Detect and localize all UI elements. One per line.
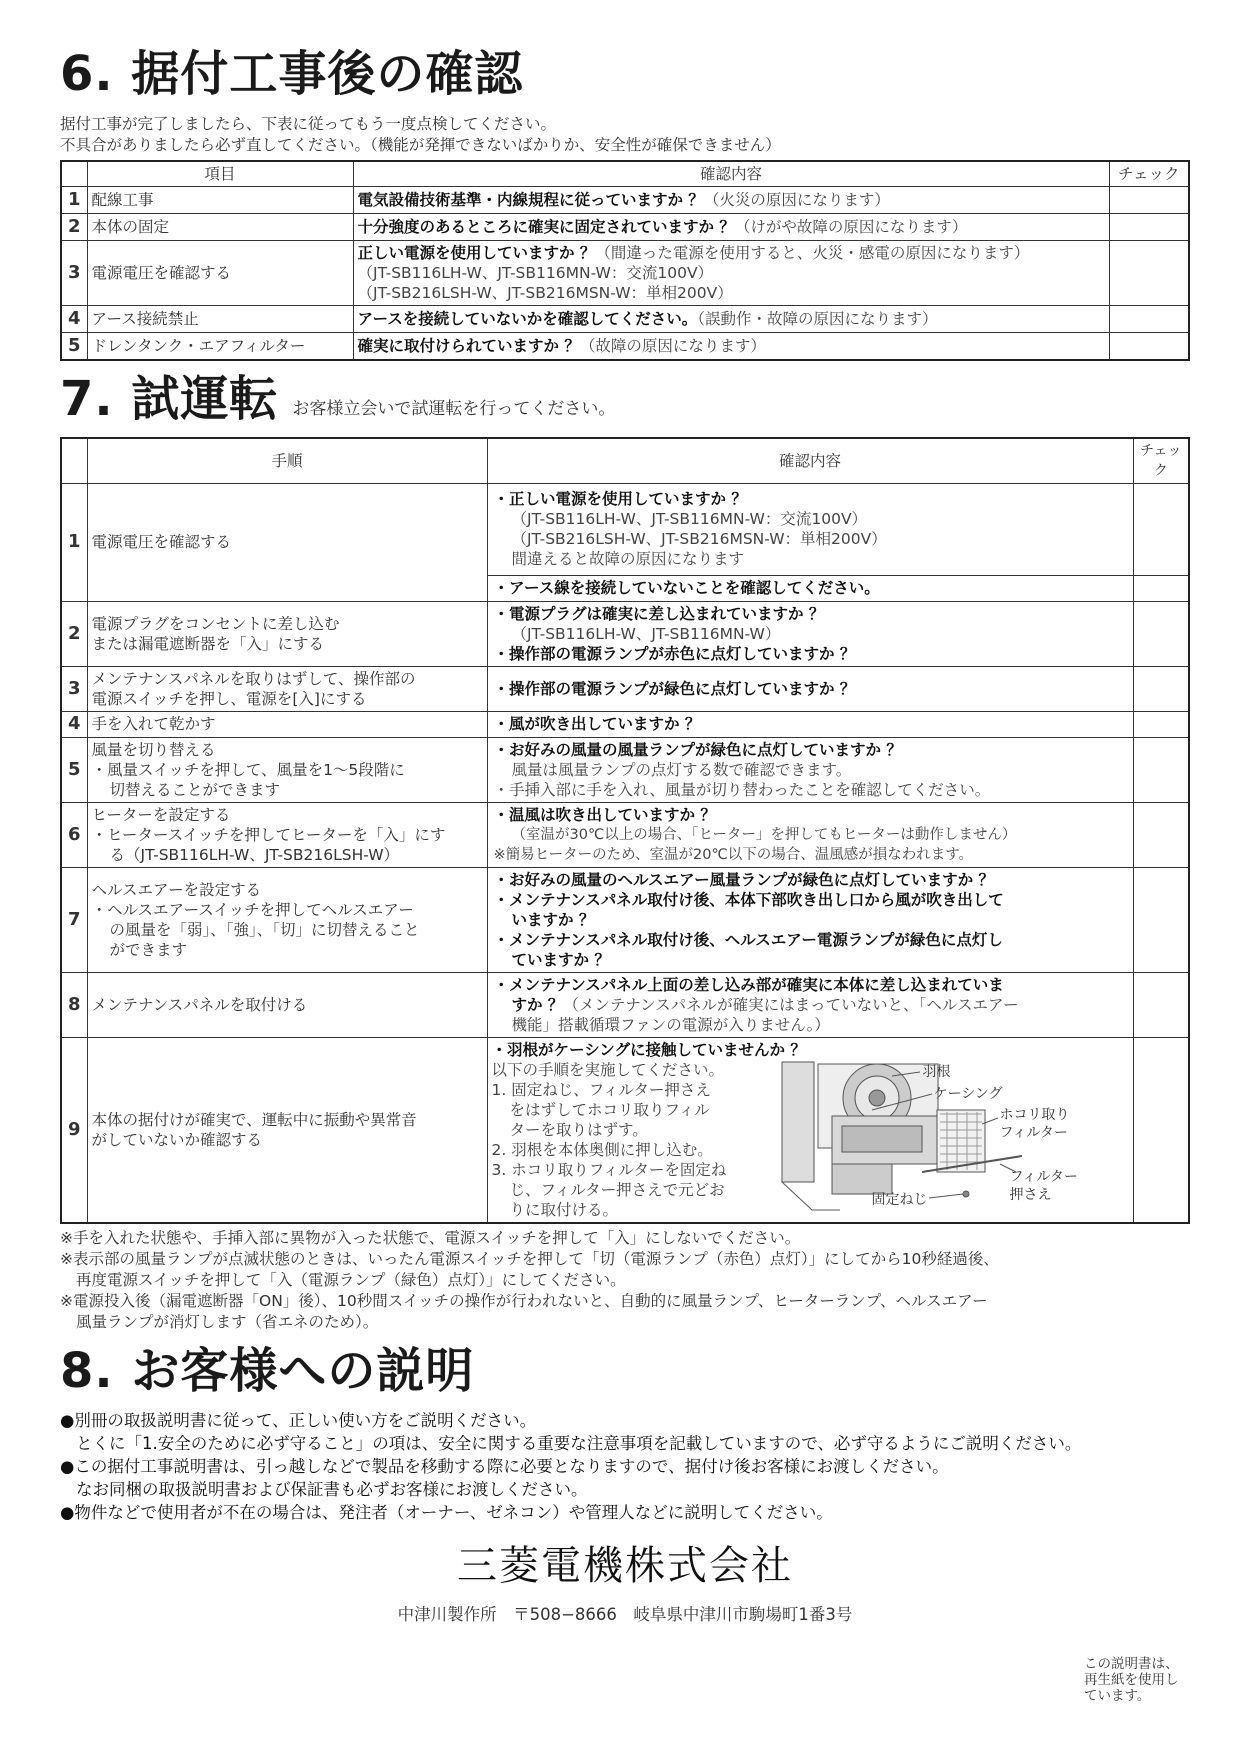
- table-row: [61, 241, 1189, 306]
- note-line: ※表示部の風量ランプが点滅状態のときは、いったん電源スイッチを押して「切（電源ランプ（赤色）点灯）」にしてから10秒経過後、: [60, 1249, 999, 1268]
- content-line: （JT-SB216LSH-W、JT-SB216MSN-W：単相200V）: [511, 530, 887, 548]
- check-cell[interactable]: [1133, 1037, 1189, 1223]
- content-note: （故障の原因になります）: [579, 336, 766, 355]
- step-line: ヘルスエアーを設定する: [91, 880, 262, 899]
- content-bold: すか ？: [511, 995, 564, 1014]
- check-cell[interactable]: [1133, 601, 1189, 666]
- content-line: 間違えると故障の原因になります: [511, 550, 745, 568]
- step-line: 電源スイッチを押し、電源を[入]にする: [91, 689, 367, 708]
- bullet-line: なお同梱の取扱説明書および保証書も必ずお客様にお渡しください。: [76, 1479, 588, 1499]
- check-table-7: [60, 437, 1190, 1224]
- step-text: ターを取りはずす。: [509, 1120, 648, 1139]
- label-osae-line: 押さえ: [1009, 1186, 1052, 1203]
- row-item: アース接続禁止: [87, 306, 353, 333]
- row-number: 1: [61, 187, 87, 214]
- intro-line: 据付工事が完了しましたら、下表に従ってもう一度点検してください。: [60, 115, 557, 133]
- row-content: [353, 241, 1109, 306]
- step-line: ・風量スイッチを押して、風量を1〜5段階に: [91, 760, 405, 779]
- row-item: 配線工事: [87, 187, 353, 214]
- content-note: （火災の原因になります）: [703, 191, 890, 209]
- row-step: 手を入れて乾かす: [87, 711, 487, 737]
- content-extra: （JT-SB216LSH-W、JT-SB216MSN-W：単相200V）: [357, 284, 733, 302]
- content-line: ・手挿入部に手を入れ、風量が切り替わったことを確認してください。: [493, 780, 991, 799]
- content-line: ・操作部の電源ランプが緑色に点灯していますか ？: [493, 679, 856, 698]
- step-text: 1. 固定ねじ、フィルター押さえ: [491, 1080, 711, 1099]
- section-6-title: 6. 据付工事後の確認: [60, 46, 524, 102]
- content-note: （メンテナンスパネルが確実にはまっていないと、「ヘルスエアー: [563, 995, 1019, 1014]
- content-line: ・お好みの風量のヘルスエアー風量ランプが緑色に点灯していますか ？: [493, 870, 994, 889]
- step-line: 電源プラグをコンセントに差し込む: [91, 614, 340, 633]
- content-bold: 電気設備技術基準・内線規程に従っていますか ？: [357, 191, 704, 209]
- content-line: 風量は風量ランプの点灯する数で確認できます。: [511, 760, 852, 779]
- header-check: チェック: [1109, 161, 1189, 187]
- note-line: 風量ランプが消灯します（省エネのため）。: [76, 1312, 379, 1331]
- row-number: 5: [61, 737, 87, 802]
- bullet-line: ●別冊の取扱説明書に従って、正しい使い方をご説明ください。: [60, 1410, 537, 1430]
- table-row: [61, 333, 1189, 360]
- note-line: 再度電源スイッチを押して「入（電源ランプ（緑色）点灯）」にしてください。: [76, 1270, 626, 1289]
- content-line: ・メンテナンスパネル取付け後、ヘルスエアー電源ランプが緑色に点灯し: [493, 930, 1003, 949]
- check-cell[interactable]: [1133, 711, 1189, 737]
- row-number: 5: [61, 333, 87, 360]
- header-num: [61, 161, 87, 187]
- label-osae: [1010, 1168, 1078, 1204]
- recycle-line: 再生紙を使用し: [1084, 1672, 1179, 1688]
- step-line: がしていないか確認する: [91, 1130, 263, 1149]
- content-line: いますか ？: [511, 910, 595, 929]
- row-content: [487, 802, 1133, 867]
- content-line: ・メンテナンスパネル上面の差し込み部が確実に本体に差し込まれていま: [493, 975, 1004, 994]
- row-content: [353, 306, 1109, 333]
- table-row: [61, 737, 1189, 802]
- row-step: [87, 867, 487, 972]
- row-content: [487, 867, 1133, 972]
- content-bold: 正しい電源を使用していますか ？: [357, 244, 596, 262]
- content-line: ・温風は吹き出していますか ？: [493, 805, 716, 824]
- content-line: 以下の手順を実施してください。: [491, 1060, 725, 1079]
- intro-line: 不具合がありましたら必ず直してください。（機能が発揮できないばかりか、安全性が確保できません）: [60, 136, 781, 154]
- row-number: 4: [61, 711, 87, 737]
- check-cell[interactable]: [1133, 867, 1189, 972]
- recycle-line: ています。: [1084, 1688, 1151, 1704]
- table-row: [61, 666, 1189, 711]
- row-number: 1: [61, 483, 87, 601]
- header-num: [61, 438, 87, 484]
- row-step: [87, 601, 487, 666]
- step-line: ができます: [109, 940, 188, 959]
- check-cell[interactable]: [1109, 333, 1189, 360]
- content-note: （誤動作・故障の原因になります）: [697, 310, 938, 328]
- content-extra: （JT-SB116LH-W、JT-SB116MN-W：交流100V）: [357, 264, 714, 282]
- section-8-bullets: [60, 1409, 1190, 1524]
- recycle-line: この説明書は、: [1084, 1656, 1179, 1672]
- bullet-line: ●物件などで使用者が不在の場合は、発注者（オーナー、ゼネコン）や管理人などに説明してください。: [60, 1502, 833, 1522]
- check-cell[interactable]: [1109, 187, 1189, 214]
- content-bold: 十分強度のあるところに確実に固定されていますか ？: [357, 218, 735, 236]
- step-line: または漏電遮断器を「入」にする: [91, 634, 325, 653]
- section-6-intro: [60, 114, 1190, 156]
- label-neji: 固定ねじ: [871, 1191, 928, 1208]
- section-7-notes: [60, 1228, 1190, 1333]
- row-item: 電源電圧を確認する: [87, 241, 353, 306]
- row-number: 3: [61, 241, 87, 306]
- content-line: ・正しい電源を使用していますか ？: [493, 490, 747, 508]
- step-text: じ、フィルター押さえで元どお: [509, 1180, 725, 1199]
- row-number: 4: [61, 306, 87, 333]
- check-cell[interactable]: [1133, 737, 1189, 802]
- row-content: [487, 575, 1133, 601]
- section-7: [60, 370, 1190, 1333]
- table-header-row: [61, 438, 1189, 484]
- row-content: [487, 972, 1133, 1037]
- label-filter-line: フィルター: [999, 1124, 1068, 1141]
- section-6: [60, 46, 1190, 361]
- fan-filter-diagram: [772, 1060, 1129, 1220]
- recycled-paper-note: [1084, 1656, 1179, 1704]
- check-cell[interactable]: [1133, 666, 1189, 711]
- row-content: [487, 737, 1133, 802]
- section-8-title: 8. お客様への説明: [60, 1342, 475, 1399]
- step-line: ・ヒータースイッチを押してヒーターを「入」にす: [91, 825, 446, 844]
- unit-illustration: [772, 1060, 1092, 1230]
- header-content: 確認内容: [353, 161, 1109, 187]
- table-row: [61, 187, 1189, 214]
- table-row: [61, 802, 1189, 867]
- content-line: ・アース線を接続していないことを確認してください。: [493, 579, 880, 597]
- step-line: 切替えることができます: [109, 780, 281, 799]
- header-step: 手順: [87, 438, 487, 484]
- check-cell[interactable]: [1133, 483, 1189, 575]
- content-line: ・メンテナンスパネル取付け後、本体下部吹き出し口から風が吹き出して: [493, 890, 1004, 909]
- row-number: 9: [61, 1037, 87, 1223]
- check-cell[interactable]: [1133, 972, 1189, 1037]
- content-line: ・操作部の電源ランプが赤色に点灯していますか ？: [493, 644, 856, 663]
- row-content: [353, 187, 1109, 214]
- row-step: 電源電圧を確認する: [87, 483, 487, 601]
- step-line: の風量を「弱」、「強」、「切」に切替えること: [109, 920, 420, 939]
- content-line: ・電源プラグは確実に差し込まれていますか ？: [493, 604, 825, 623]
- row-step: [87, 1037, 487, 1223]
- label-casing: ケーシング: [933, 1085, 1003, 1102]
- row-number: 3: [61, 666, 87, 711]
- step-line: ヒーターを設定する: [91, 805, 231, 824]
- row-step: [87, 666, 487, 711]
- content-line: （JT-SB116LH-W、JT-SB116MN-W）: [511, 624, 781, 643]
- table-row: [61, 601, 1189, 666]
- content-line: ・お好みの風量の風量ランプが緑色に点灯していますか ？: [493, 740, 902, 759]
- check-cell[interactable]: [1109, 306, 1189, 333]
- check-cell[interactable]: [1109, 241, 1189, 306]
- company-address: 中津川製作所 〒508−8666 岐阜県中津川市駒場町1番3号: [397, 1604, 853, 1624]
- content-line: ※簡易ヒーターのため、室温が20℃以下の場合、温風感が損なわれます。: [493, 846, 974, 863]
- content-bold: 確実に取付けられていますか ？: [357, 336, 580, 355]
- table-row: [61, 711, 1189, 737]
- row-number: 8: [61, 972, 87, 1037]
- header-check: チェック: [1133, 438, 1189, 484]
- row-number: 2: [61, 601, 87, 666]
- row-content: [487, 483, 1133, 575]
- company-name: 三菱電機株式会社: [457, 1542, 793, 1589]
- content-line: ていますか ？: [511, 950, 610, 969]
- table-row: [61, 483, 1189, 575]
- content-line: （JT-SB116LH-W、JT-SB116MN-W：交流100V）: [511, 510, 868, 528]
- step-text: 3. ホコリ取りフィルターを固定ね: [491, 1160, 727, 1179]
- check-cell[interactable]: [1109, 214, 1189, 241]
- check-cell[interactable]: [1133, 575, 1189, 601]
- procedure-steps: [492, 1060, 772, 1220]
- label-filter-line: ホコリ取り: [999, 1106, 1070, 1123]
- section-8: [60, 1342, 1190, 1625]
- step-line: る（JT-SB116LH-W、JT-SB216LSH-W）: [109, 845, 400, 864]
- check-cell[interactable]: [1133, 802, 1189, 867]
- row-number: 2: [61, 214, 87, 241]
- step-text: 2. 羽根を本体奥側に押し込む。: [491, 1140, 713, 1159]
- row-content: [487, 601, 1133, 666]
- row-item: 本体の固定: [87, 214, 353, 241]
- bullet-line: ●この据付工事説明書は、引っ越しなどで製品を移動する際に必要となりますので、据付け後お客様にお渡しください。: [60, 1456, 949, 1476]
- header-item: 項目: [87, 161, 353, 187]
- row-number: 6: [61, 802, 87, 867]
- row-step: [87, 802, 487, 867]
- section-7-subtitle: お客様立会いで試運転を行ってください。: [292, 398, 616, 419]
- step-line: メンテナンスパネルを取りはずして、操作部の: [91, 669, 416, 688]
- bullet-line: とくに「1.安全のために必ず守ること」の項は、安全に関する重要な注意事項を記載していますので、必ず守るようにご説明ください。: [76, 1433, 1082, 1453]
- row-content: [353, 333, 1109, 360]
- content-line: 機能」搭載循環ファンの電源が入りません。）: [511, 1015, 830, 1034]
- row-item: ドレンタンク・エアフィルター: [87, 333, 353, 360]
- table-row: [61, 214, 1189, 241]
- step-text: をはずしてホコリ取りフィル: [509, 1100, 710, 1119]
- label-filter: [1000, 1106, 1070, 1142]
- step-text: りに取付ける。: [509, 1200, 619, 1219]
- row-step: [87, 737, 487, 802]
- note-line: ※手を入れた状態や、手挿入部に異物が入った状態で、電源スイッチを押して「入」にしないでください。: [60, 1228, 801, 1247]
- step-line: 本体の据付けが確実で、運転中に振動や異常音: [91, 1110, 417, 1129]
- header-content: 確認内容: [487, 438, 1133, 484]
- content-line: ・羽根がケーシングに接触していませんか ？: [491, 1040, 806, 1059]
- table-row: [61, 306, 1189, 333]
- label-osae-line: フィルター: [1009, 1168, 1078, 1185]
- content-line: ・風が吹き出していますか ？: [493, 715, 701, 733]
- section-7-title: 7. 試運転: [60, 370, 279, 427]
- note-line: ※電源投入後（漏電遮断器「ON」後）、10秒間スイッチの操作が行われないと、自動的に風量ランプ、ヒーターランプ、ヘルスエアー: [60, 1291, 988, 1310]
- row-number: 7: [61, 867, 87, 972]
- row-content: [487, 711, 1133, 737]
- content-bold: アースを接続していないかを確認してください。: [357, 310, 698, 328]
- step-line: 風量を切り替える: [91, 740, 216, 759]
- check-table-6: [60, 160, 1190, 361]
- table-row: [61, 867, 1189, 972]
- step-line: ・ヘルスエアースイッチを押してヘルスエアー: [91, 900, 414, 919]
- label-hane: 羽根: [922, 1063, 951, 1080]
- row-step: メンテナンスパネルを取付ける: [87, 972, 487, 1037]
- content-note: （間違った電源を使用すると、火災・感電の原因になります）: [595, 244, 1030, 262]
- row-content: [487, 666, 1133, 711]
- row-content: [487, 1037, 1133, 1223]
- content-line: （室温が30℃以上の場合、「ヒーター」を押してもヒーターは動作しません）: [511, 826, 1017, 843]
- table-row: [61, 972, 1189, 1037]
- row-content: [353, 214, 1109, 241]
- content-note: （けがや故障の原因になります）: [734, 218, 968, 236]
- table-row: [61, 1037, 1189, 1223]
- table-header-row: [61, 161, 1189, 187]
